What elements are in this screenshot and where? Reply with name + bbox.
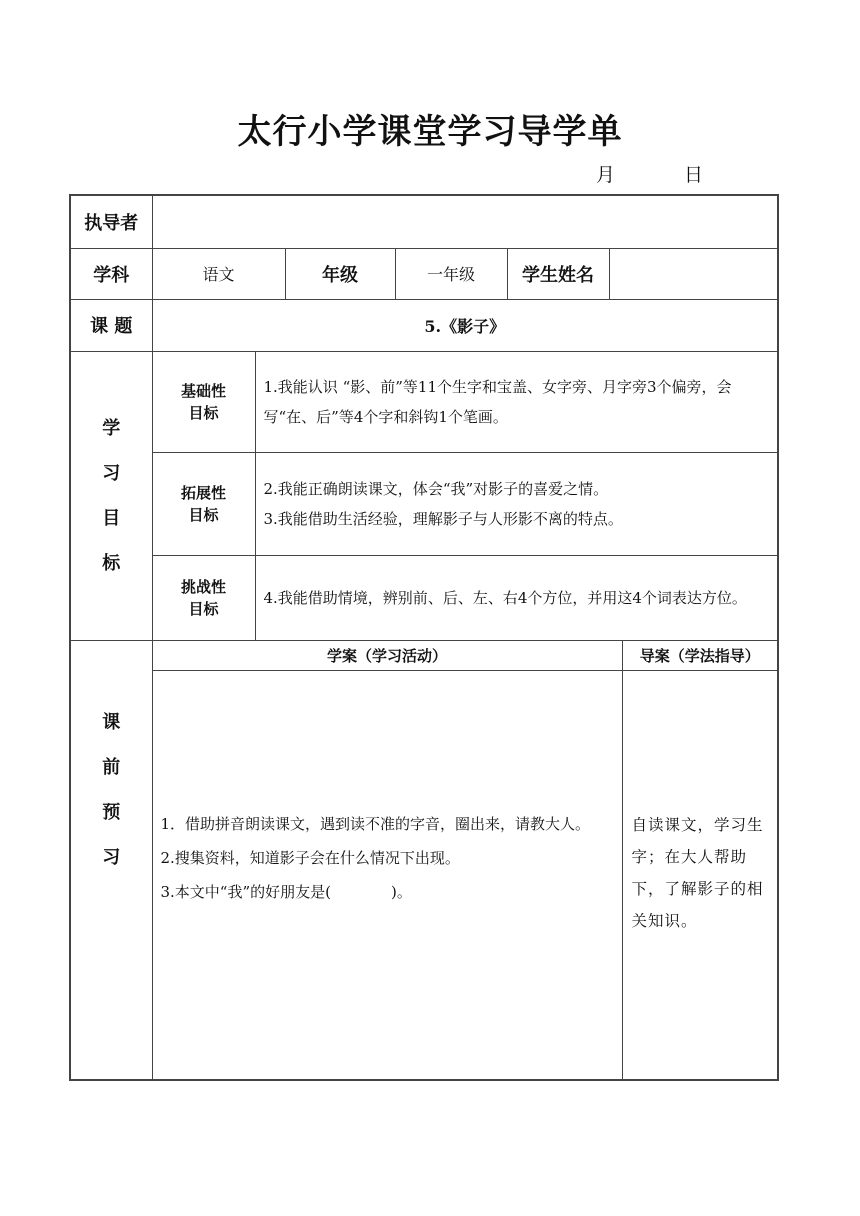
grade-label: 年级 (285, 248, 395, 299)
goal-line: 1.我能认识 “影、前”等11个生字和宝盖、女字旁、月字旁3个偏旁，会写“在、后”等4个字和斜钩1个笔画。 (263, 377, 732, 426)
preview-char: 前 (102, 756, 121, 778)
goals-char: 习 (102, 462, 121, 484)
label-line: 目标 (188, 403, 219, 422)
preview-char: 预 (102, 801, 121, 823)
label-line: 目标 (188, 599, 219, 618)
basic-goal-text (255, 351, 778, 452)
goals-char: 标 (102, 552, 121, 574)
goals-char: 学 (102, 417, 121, 439)
grade-value: 一年级 (395, 248, 507, 299)
page-title: 太行小学课堂学习导学单 (237, 112, 623, 152)
study-guide-table (69, 194, 779, 1081)
goal-line: 2.我能正确朗读课文，体会“我”对影子的喜爱之情。 (263, 479, 609, 498)
label-line: 目标 (188, 505, 219, 524)
activity-content (152, 670, 622, 1080)
guide-header: 导案（学法指导） (622, 640, 778, 670)
preview-char: 课 (102, 711, 121, 733)
student-name-label: 学生姓名 (507, 248, 609, 299)
basic-goal-label (152, 351, 255, 452)
supervisor-value[interactable] (152, 195, 778, 248)
preview-section-label (70, 640, 152, 1080)
extended-goal-text (255, 452, 778, 555)
lesson-value: 5.《影子》 (152, 299, 778, 351)
supervisor-label: 执导者 (70, 195, 152, 248)
student-name-value[interactable] (609, 248, 778, 299)
challenge-goal-label (152, 555, 255, 640)
goal-line: 3.我能借助生活经验，理解影子与人形影不离的特点。 (263, 509, 623, 528)
activity-item: 2.搜集资料，知道影子会在什么情况下出现。 (160, 848, 460, 867)
subject-value: 语文 (152, 248, 285, 299)
guide-content: 自读课文，学习生字；在大人帮助下，了解影子的相关知识。 (622, 670, 778, 1080)
goals-section-label (70, 351, 152, 640)
label-line: 挑战性 (180, 577, 226, 596)
goal-line: 4.我能借助情境，辨别前、后、左、右4个方位，并用这4个词表达方位。 (263, 588, 747, 607)
subject-label: 学科 (70, 248, 152, 299)
day-label: 日 (684, 164, 704, 186)
goals-char: 目 (102, 507, 121, 529)
preview-char: 习 (102, 846, 121, 868)
label-line: 基础性 (180, 381, 226, 400)
activity-header: 学案（学习活动） (152, 640, 622, 670)
month-label: 月 (596, 164, 616, 186)
activity-item: 1．借助拼音朗读课文，遇到读不准的字音，圈出来，请教大人。 (160, 814, 591, 833)
challenge-goal-text (255, 555, 778, 640)
activity-item: 3.本文中“我”的好朋友是( )。 (160, 882, 412, 901)
extended-goal-label (152, 452, 255, 555)
lesson-label: 课 题 (70, 299, 152, 351)
label-line: 拓展性 (180, 483, 226, 502)
